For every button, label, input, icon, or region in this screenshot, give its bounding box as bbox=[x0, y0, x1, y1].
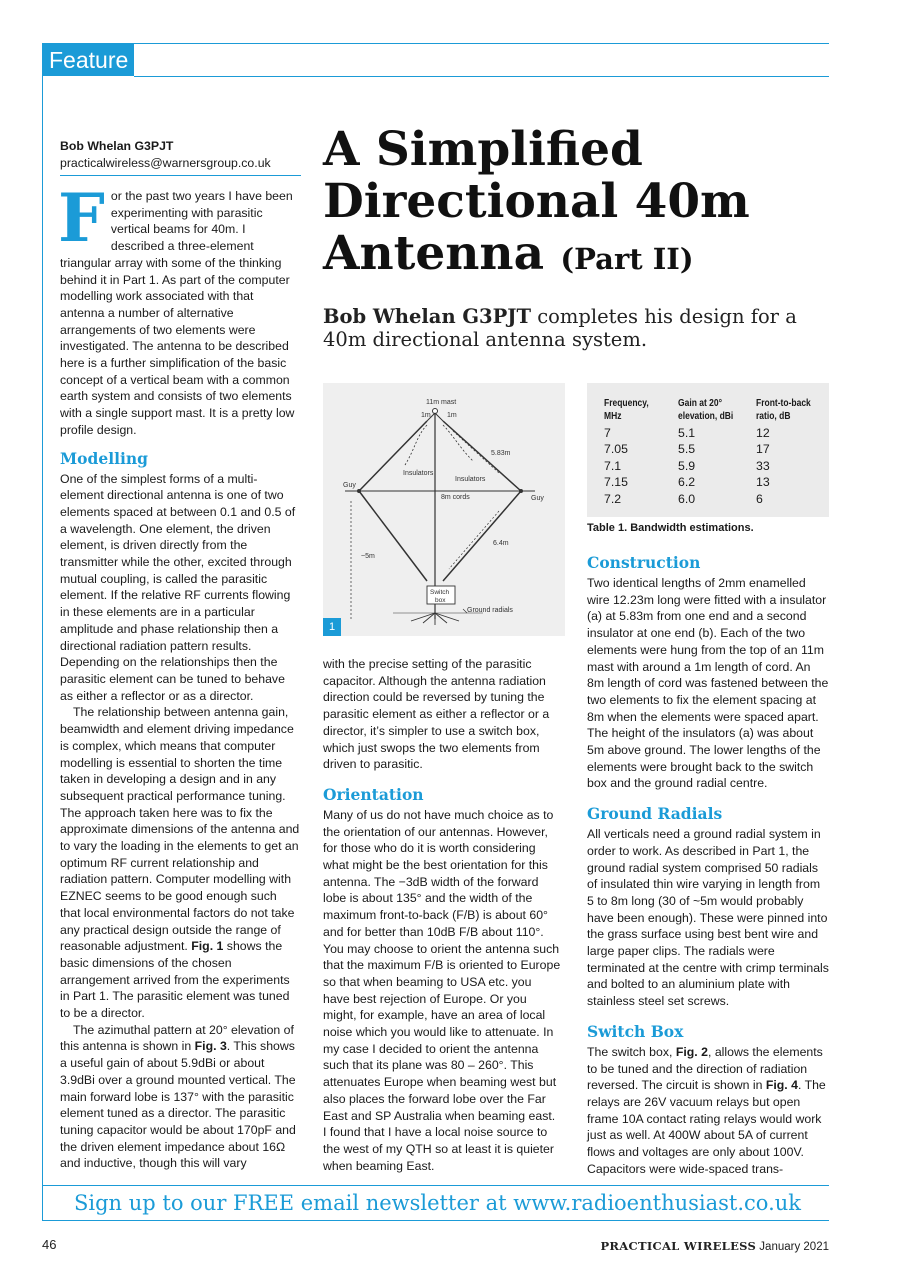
modelling-paragraph-1: One of the simplest forms of a multi-element directional antenna is one of two elements spaced at between 0.1 and 0.5 of a wavelength. One element, the driven element, is driven directly from the transmitter while the other, excited through mutual coupling, is called the parasitic element. If the relative RF currents flowing in these elements are in a particular amplitude and phase relationship then a directional radiation pattern results. Depending on the relationships then the parasitic element can be tuned to behave as either a reflector or as a director. bbox=[60, 471, 296, 703]
orientation-heading: Orientation bbox=[323, 784, 424, 804]
label-1m-left: 1m bbox=[421, 412, 431, 419]
banner-top-rule bbox=[42, 1185, 829, 1186]
construction-paragraph: Two identical lengths of 2mm enamelled wire 12.23m long were fitted with a insulator (a) at 5.83m from one end and a second insulator at one end (b). Each of the two elements were hung from the top of an 11m mast with around a 1m length of cord. An 8m length of cord was fastened between the two elements to fix the element spacing at 8m when the elements were spaced apart. The height of the insulators (a) was about 5m above ground. The lower lengths of the elements were brought back to the switch box and the ground radial centre. bbox=[587, 576, 829, 791]
author-name: Bob Whelan G3PJT bbox=[60, 139, 174, 153]
column-2 bbox=[323, 656, 561, 1174]
label-cords: 8m cords bbox=[441, 494, 470, 501]
table-header-cell: Frequency, MHz bbox=[604, 398, 649, 422]
label-switch: Switch bbox=[430, 589, 450, 596]
table-cell: 7.2 bbox=[604, 491, 622, 506]
fig-reference: Fig. 1 bbox=[191, 939, 224, 954]
table-cell: 13 bbox=[756, 475, 770, 490]
ground-radials-paragraph: All verticals need a ground radial system in order to work. As described in Part 1, the ground radial system comprised 50 radials of insulated thin wire varying in length from 5 to 8m long (30 of ~5m would probably have been enough). These were pinned into the grass surface using best bent wire and large paper clips. The radials were terminated at the centre with crimp terminals and bolted to an aluminium plate with stainless steel set screws. bbox=[587, 827, 829, 1009]
table-cell: 7.05 bbox=[604, 442, 628, 457]
title-main: A Simplified Directional 40m Antenna bbox=[323, 122, 750, 281]
orientation-paragraph: Many of us do not have much choice as to the orientation of our antennas. However, for those who do it is worth considering what might be the best orientation for this antenna. The −3dB width of the forward lobe is about 135° and the width of the maximum front-to-back (F/B) is about 60° and for better than 10dB F/B about 110°. You may choose to orient the antenna such that the maximum F/B is oriented to Europe so that when beaming to USA etc. you have best rejection of Europe. Or you might, for example, have an area of local noise which you would like to attenuate. In my case I decided to orient the antenna such that its plane was 80 – 260°. This attenuates Europe when beaming west but also places the forward lobe over the Far East and SP Australia when beaming east. I found that I have a local noise source to the west of my QTH so at least it is quieter when beaming East. bbox=[323, 807, 561, 1173]
modelling-paragraph-2: The relationship between antenna gain, beamwidth and element driving impedance is complex, which means that computer modelling is essential to shorten the time taken in developing a design and in any subsequent practical performance tuning. The approach taken here was to fix the approximate dimensions of the antenna and to vary the loading in the elements to get an optimum RF current relationship and radiation pattern. Computer modelling with EZNEC seems to be good enough such that local environmental factors do not take any practical design outside the range of reasonable adjustment. Fig. 1 shows the basic dimensions of the chosen arrangement arrived from the experiments in Part 1. The parasitic element was tuned to be a director. bbox=[60, 705, 300, 1021]
table-cell: 7.15 bbox=[604, 475, 628, 490]
table-header-row bbox=[604, 397, 824, 425]
label-583m: 5.83m bbox=[491, 450, 511, 457]
switch-box-paragraph: The switch box, Fig. 2, allows the elements to be tuned and the direction of radiation reversed. The circuit is shown in Fig. 4. The relays are 26V vacuum relays but open frame 10A contact rating relays would work just as well. At 400W about 5A of current flows and voltages are only about 100V. Capacitors were wide-spaced trans- bbox=[587, 1044, 826, 1176]
label-guy-right: Guy bbox=[531, 495, 544, 502]
standfirst-name: Bob Whelan G3PJT bbox=[323, 305, 532, 328]
table-cell: 5.9 bbox=[678, 458, 696, 473]
fig-reference: Fig. 3 bbox=[194, 1039, 227, 1054]
bandwidth-table bbox=[604, 397, 824, 507]
table-cell: 5.1 bbox=[678, 426, 696, 440]
table-row bbox=[604, 441, 824, 457]
frame-top-rule-inner bbox=[134, 76, 829, 77]
label-64m: 6.4m bbox=[493, 540, 509, 547]
table-caption: Table 1. Bandwidth estimations. bbox=[587, 522, 754, 534]
construction-heading: Construction bbox=[587, 553, 701, 572]
standfirst-text: completes his design for a 40m directional antenna system. bbox=[323, 305, 797, 351]
table-header-cell: Front-to-back ratio, dB bbox=[756, 398, 811, 422]
table-cell: 7 bbox=[604, 426, 611, 440]
author-email[interactable]: practicalwireless@warnersgroup.co.uk bbox=[60, 156, 271, 170]
intro-paragraph: For the past two years I have been experimenting with parasitic vertical beams for 40m. I described a three-element triangular array with some of the thinking behind it in Part 1. As part of the computer modelling work associated with that antenna a number of alternative arrangements of two elements were investigated. The antenna to be described here is a further simplification of the basic concept of a vertical beam with a common earth system and consists of two elements with a single support mast. It is a pretty low profile design. bbox=[58, 179, 295, 437]
newsletter-banner[interactable]: Sign up to our FREE email newsletter at www.radioenthusiast.co.uk bbox=[74, 1191, 801, 1215]
switch-paragraph: with the precise setting of the parasitic capacitor. Although the antenna radiation direction could be reversed by tuning the parasitic element as either a reflector or a director, it’s simpler to use a switch box, which just swops the two elements from driven to parasitic. bbox=[323, 657, 550, 772]
column-3 bbox=[587, 553, 829, 1178]
table-row bbox=[604, 474, 824, 490]
table-cell: 6.0 bbox=[678, 491, 696, 506]
label-mast: 11m mast bbox=[426, 399, 457, 406]
table-header-cell: Gain at 20° elevation, dBi bbox=[678, 398, 734, 422]
table-row bbox=[604, 491, 824, 507]
label-insulators-left: Insulators bbox=[403, 470, 434, 477]
author-divider bbox=[60, 175, 301, 176]
label-ground-radials: Ground radials bbox=[467, 607, 513, 614]
title-part: (Part II) bbox=[560, 242, 694, 276]
table-row bbox=[604, 458, 824, 474]
label-1m-right: 1m bbox=[447, 412, 457, 419]
table-row bbox=[604, 425, 824, 441]
figure-number-badge: 1 bbox=[323, 618, 341, 636]
dropcap: F bbox=[58, 179, 105, 257]
author-block bbox=[60, 138, 300, 172]
page-number: 46 bbox=[42, 1237, 57, 1252]
standfirst bbox=[323, 305, 829, 351]
modelling-heading: Modelling bbox=[60, 448, 148, 468]
table-cell: 6.2 bbox=[678, 475, 696, 490]
table-cell: 33 bbox=[756, 458, 770, 473]
label-insulators-right: Insulators bbox=[455, 476, 486, 483]
frame-bottom-rule bbox=[42, 1220, 829, 1221]
label-guy-left: Guy bbox=[343, 482, 356, 489]
label-5m: ~5m bbox=[361, 553, 375, 560]
modelling-paragraph-3: The azimuthal pattern at 20° elevation of this antenna is shown in Fig. 3. This shows a useful gain of about 5.9dBi or about 3.9dBi over a ground mounted vertical. The main forward lobe is 137° with the parasitic element tuned as a director. The parasitic tuning capacitor would be about 170pF and the driven element impedance about 16Ω and inductive, though this will vary bbox=[60, 1022, 296, 1171]
table-cell: 6 bbox=[756, 491, 763, 506]
label-box: box bbox=[435, 597, 446, 604]
magazine-footer bbox=[600, 1239, 829, 1253]
table-cell: 17 bbox=[756, 442, 770, 457]
frame-top-rule bbox=[42, 43, 829, 44]
column-1 bbox=[58, 179, 300, 1172]
ground-radials-heading: Ground Radials bbox=[587, 804, 723, 824]
section-label: Feature bbox=[43, 44, 134, 76]
table-cell: 12 bbox=[756, 426, 770, 440]
magazine-issue: January 2021 bbox=[759, 1241, 829, 1253]
fig-reference: Fig. 4 bbox=[765, 1078, 798, 1093]
article-title bbox=[323, 124, 829, 285]
table-cell: 7.1 bbox=[604, 458, 622, 473]
magazine-title: PRACTICAL WIRELESS bbox=[600, 1239, 757, 1253]
figure-1 bbox=[323, 383, 565, 636]
fig-reference: Fig. 2 bbox=[675, 1044, 708, 1059]
table-cell: 5.5 bbox=[678, 442, 696, 457]
antenna-diagram bbox=[323, 383, 565, 636]
frame-left-rule bbox=[42, 43, 43, 1221]
switch-box-heading: Switch Box bbox=[587, 1021, 684, 1041]
table-1 bbox=[587, 383, 829, 517]
